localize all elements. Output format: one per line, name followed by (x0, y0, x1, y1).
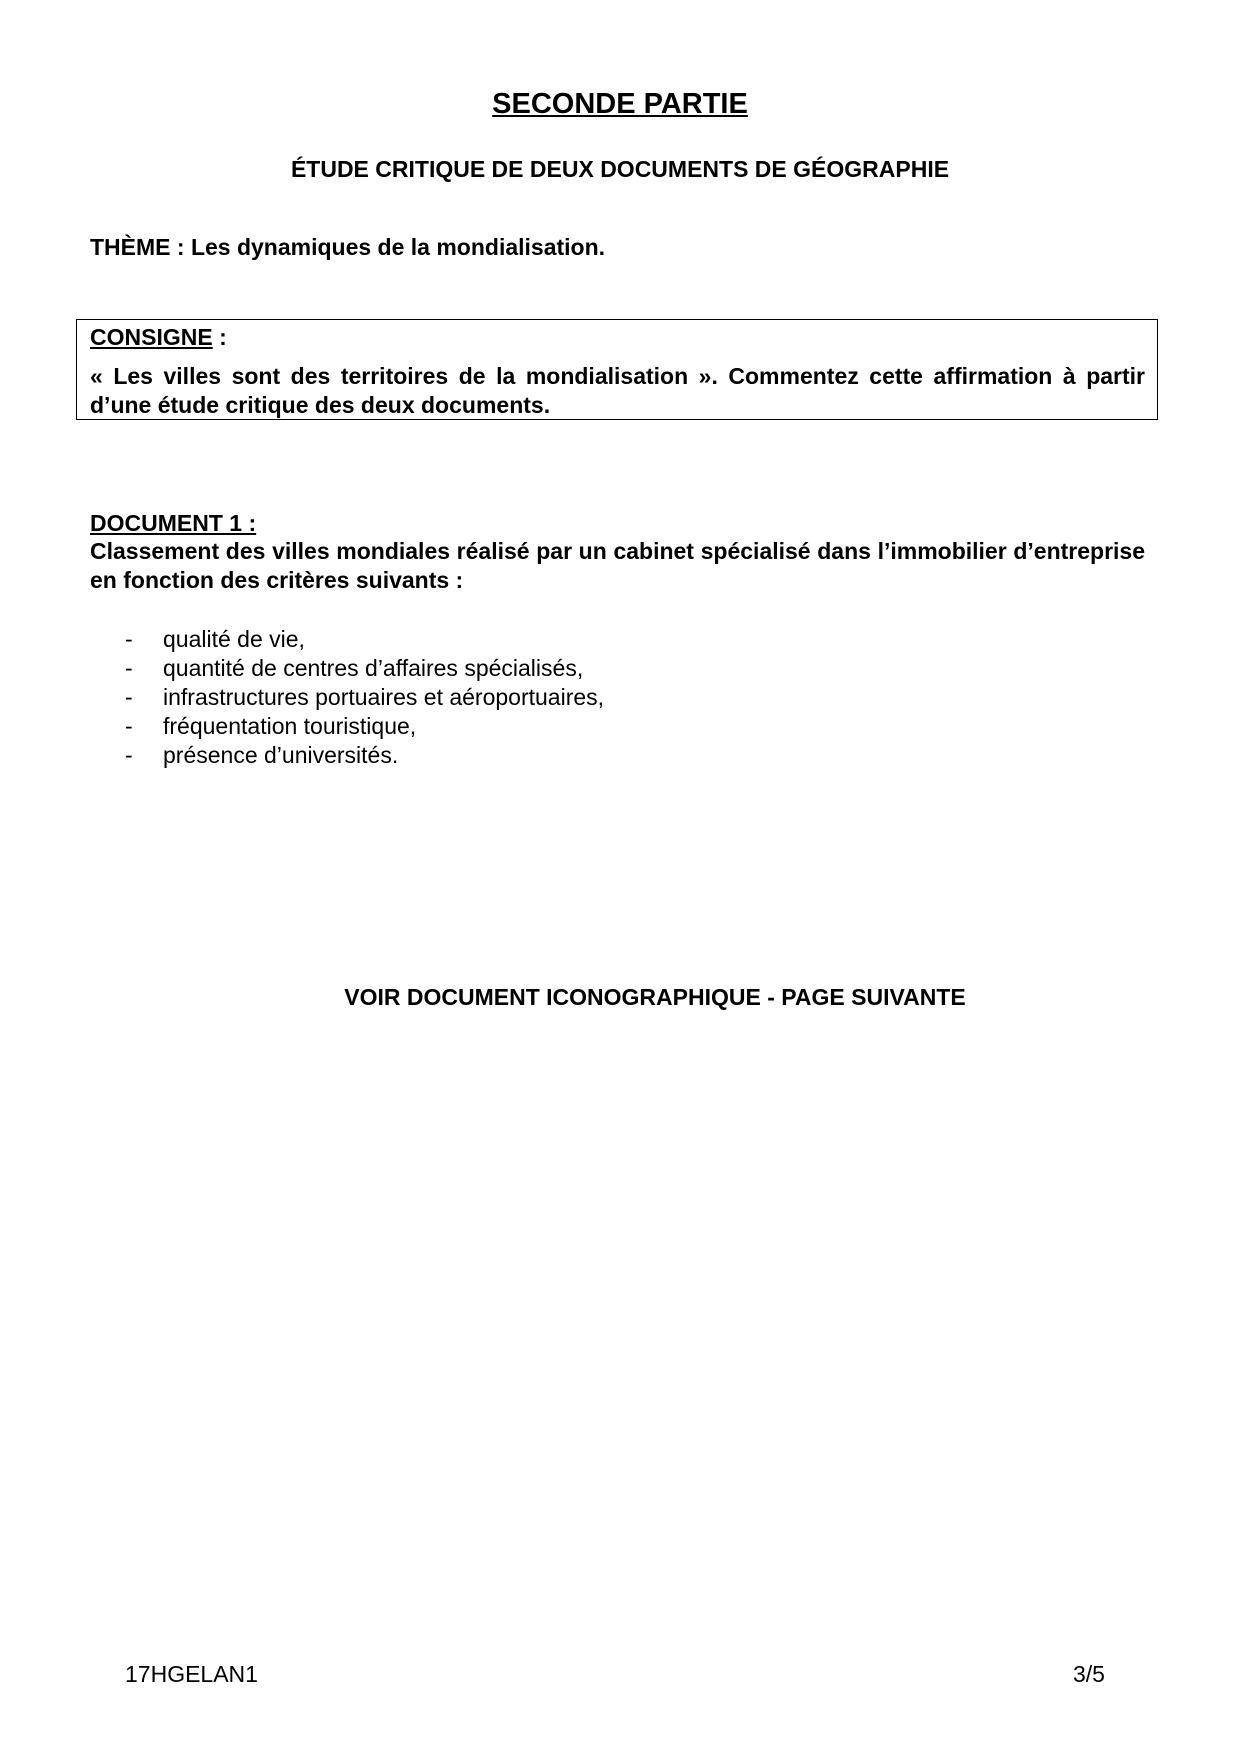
criteria-list (125, 625, 604, 770)
document-1-label: DOCUMENT 1 : (90, 510, 257, 536)
footer-exam-code: 17HGELAN1 (125, 1661, 258, 1687)
consigne-label-text: CONSIGNE (90, 324, 213, 350)
list-item (125, 683, 604, 712)
bullet-dash: - (125, 655, 133, 681)
bullet-dash: - (125, 742, 133, 768)
bullet-dash: - (125, 684, 133, 710)
criterion-text: infrastructures portuaires et aéroportuaires, (163, 684, 605, 710)
criterion-text: qualité de vie, (163, 626, 305, 652)
list-item (125, 712, 604, 741)
list-item (125, 625, 604, 654)
page-title: SECONDE PARTIE (492, 88, 748, 120)
criterion-text: fréquentation touristique, (163, 713, 417, 739)
theme-line: THÈME : Les dynamiques de la mondialisation. (90, 234, 606, 260)
list-item (125, 654, 604, 683)
section-subtitle: ÉTUDE CRITIQUE DE DEUX DOCUMENTS DE GÉOGRAPHIE (290, 156, 950, 182)
consigne-text: « Les villes sont des territoires de la mondialisation ». Commentez cette affirmation à partir d’une étude critique des deux documents. (90, 363, 1145, 418)
criterion-text: quantité de centres d’affaires spécialisés, (163, 655, 584, 681)
consigne-label-suffix: : (212, 324, 227, 350)
criterion-text: présence d’universités. (163, 742, 399, 768)
see-next-page-notice: VOIR DOCUMENT ICONOGRAPHIQUE - PAGE SUIVANTE (344, 984, 966, 1010)
bullet-dash: - (125, 626, 133, 652)
footer-page-number: 3/5 (1073, 1661, 1105, 1687)
list-item (125, 741, 604, 770)
document-1-description: Classement des villes mondiales réalisé par un cabinet spécialisé dans l’immobilier d’entreprise en fonction des critères suivants : (90, 538, 1145, 593)
consigne-label (90, 324, 227, 351)
bullet-dash: - (125, 713, 133, 739)
